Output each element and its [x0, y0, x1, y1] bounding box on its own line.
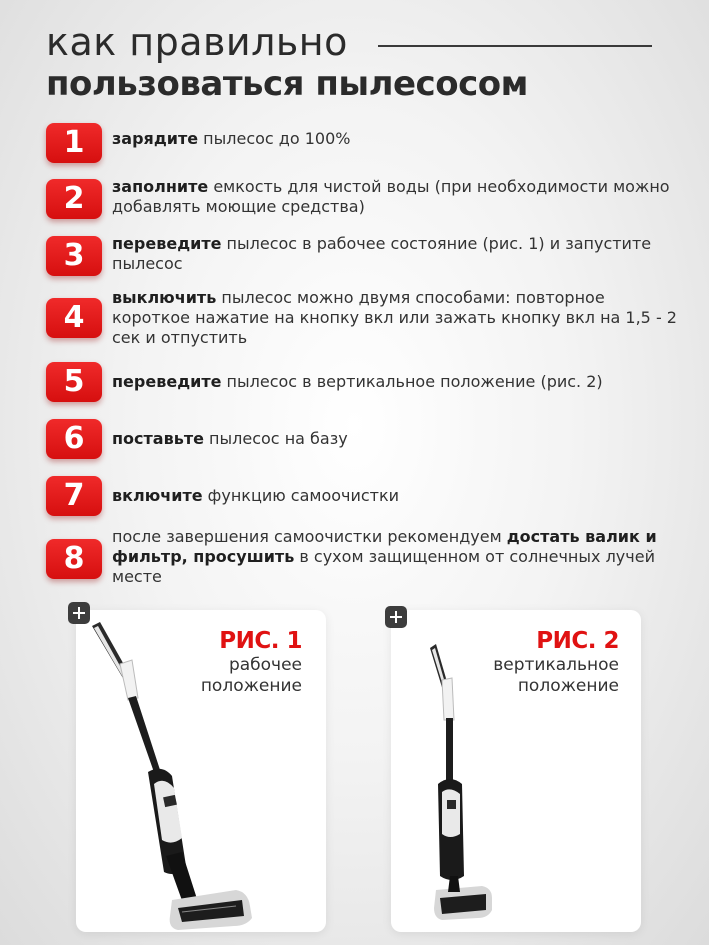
step-text	[112, 486, 682, 506]
step-description-pre: после завершения самоочистки рекомендуем	[112, 527, 507, 546]
step-description: в сухом защищенном от солнечных лучей месте	[112, 547, 655, 586]
figure-2-caption-line2: положение	[517, 676, 619, 696]
step-text	[112, 177, 682, 217]
step-description: пылесос до 100%	[198, 129, 351, 148]
step-number-badge: 7	[46, 476, 102, 516]
step-action: включите	[112, 486, 203, 505]
step-description: пылесос на базу	[203, 429, 348, 448]
step-action: поставьте	[112, 429, 204, 448]
vacuum-tilted-illustration	[86, 616, 286, 934]
step-action: достать валик и фильтр, просушить	[112, 527, 657, 566]
plus-icon	[73, 607, 85, 619]
figure-1-caption-line1: рабочее	[228, 655, 302, 675]
step-number-badge: 4	[46, 298, 102, 338]
figure-1-title: РИС. 1	[219, 628, 302, 654]
step-description: пылесос в рабочее состояние (рис. 1) и запустите пылесос	[112, 234, 652, 273]
step-number-badge: 8	[46, 539, 102, 579]
step-text	[112, 372, 682, 392]
step-action: переведите	[112, 372, 222, 391]
step-number-badge: 3	[46, 236, 102, 276]
step-number-badge: 5	[46, 362, 102, 402]
step-action: зарядите	[112, 129, 199, 148]
step-action: выключить	[112, 288, 217, 307]
figure-2-zoom-button[interactable]	[385, 606, 407, 628]
step-description: емкость для чистой воды (при необходимости можно добавлять моющие средства)	[112, 177, 670, 216]
step-text	[112, 129, 682, 149]
step-action: заполните	[112, 177, 209, 196]
header-title-light: как правильно	[46, 20, 348, 64]
step-number-badge: 1	[46, 123, 102, 163]
step-description: пылесос можно двумя способами: повторное короткое нажатие на кнопку вкл или зажать кнопку вкл на 1,5 - 2 сек и отпустить	[112, 288, 677, 347]
step-action: переведите	[112, 234, 222, 253]
step-text	[112, 429, 682, 449]
step-text	[112, 288, 682, 348]
step-text	[112, 234, 682, 274]
vacuum-upright-illustration	[420, 640, 520, 930]
step-text	[112, 527, 682, 587]
step-number-badge: 6	[46, 419, 102, 459]
header-divider-line	[378, 45, 652, 47]
step-description: функцию самоочистки	[202, 486, 400, 505]
step-description: пылесос в вертикальное положение (рис. 2)	[221, 372, 603, 391]
step-number-badge: 2	[46, 179, 102, 219]
figure-2-title: РИС. 2	[536, 628, 619, 654]
figure-1-caption-line2: положение	[200, 676, 302, 696]
figure-2-caption-line1: вертикальное	[493, 655, 619, 675]
plus-icon	[390, 611, 402, 623]
header-title-bold: пользоваться пылесосом	[46, 64, 528, 104]
